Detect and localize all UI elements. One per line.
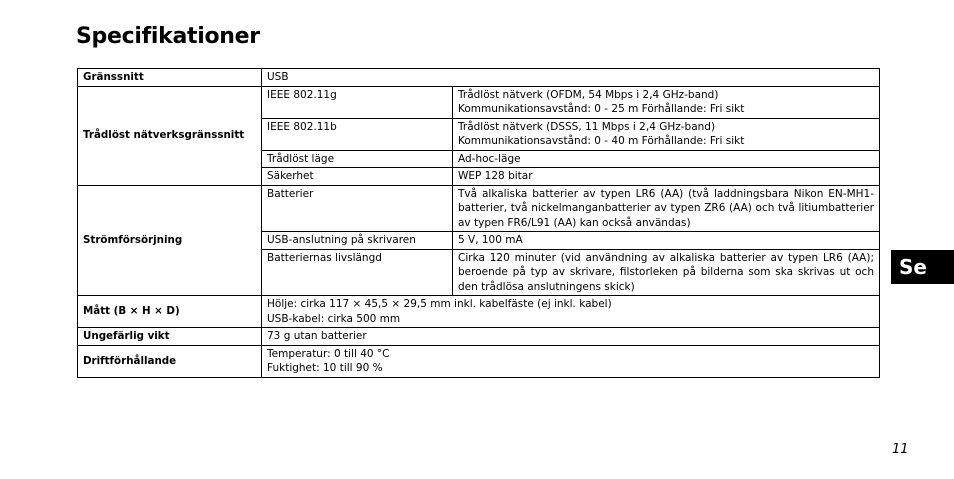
wireless-b-name: IEEE 802.11b bbox=[262, 118, 453, 150]
table-row bbox=[78, 328, 880, 346]
wireless-security-value: WEP 128 bitar bbox=[453, 168, 880, 186]
table-row bbox=[78, 345, 880, 377]
dimensions-line1: Hölje: cirka 117 × 45,5 × 29,5 mm inkl. kabelfäste (ej inkl. kabel) bbox=[267, 298, 612, 310]
operating-line2: Fuktighet: 10 till 90 % bbox=[267, 362, 383, 374]
table-row bbox=[78, 86, 880, 118]
row-label-dimensions: Mått (B × H × D) bbox=[78, 296, 262, 328]
power-usb-name: USB-anslutning på skrivaren bbox=[262, 232, 453, 250]
power-life-value: Cirka 120 minuter (vid användning av alkaliska batterier av typen LR6 (AA); beroende på typ av skrivare, filstorleken på bilderna som ska skrivas ut och den trådlösa anslutningens skick) bbox=[453, 249, 880, 296]
wireless-g-line2: Kommunikationsavstånd: 0 - 25 m Förhållande: Fri sikt bbox=[458, 103, 745, 115]
operating-value bbox=[262, 345, 880, 377]
wireless-g-name: IEEE 802.11g bbox=[262, 86, 453, 118]
operating-line1: Temperatur: 0 till 40 °C bbox=[267, 347, 390, 360]
row-label-weight: Ungefärlig vikt bbox=[78, 328, 262, 346]
row-label-power: Strömförsörjning bbox=[78, 185, 262, 296]
page-number: 11 bbox=[892, 442, 909, 457]
wireless-g-value bbox=[453, 86, 880, 118]
wireless-security-name: Säkerhet bbox=[262, 168, 453, 186]
wireless-b-line1: Trådlöst nätverk (DSSS, 11 Mbps i 2,4 GHz-band) bbox=[458, 120, 716, 133]
specifications-table bbox=[77, 68, 880, 378]
page-title: Specifikationer bbox=[76, 24, 260, 49]
dimensions-line2: USB-kabel: cirka 500 mm bbox=[267, 312, 401, 325]
wireless-g-line1: Trådlöst nätverk (OFDM, 54 Mbps i 2,4 GHz-band) bbox=[458, 88, 719, 101]
table-row bbox=[78, 296, 880, 328]
wireless-mode-value: Ad-hoc-läge bbox=[453, 150, 880, 168]
interface-value: USB bbox=[262, 69, 880, 87]
row-label-interface: Gränssnitt bbox=[78, 69, 262, 87]
language-tab: Se bbox=[891, 250, 954, 284]
weight-value: 73 g utan batterier bbox=[262, 328, 880, 346]
power-usb-value: 5 V, 100 mA bbox=[453, 232, 880, 250]
row-label-wireless: Trådlöst nätverksgränssnitt bbox=[78, 86, 262, 185]
table-row bbox=[78, 185, 880, 232]
dimensions-value bbox=[262, 296, 880, 328]
power-batteries-name: Batterier bbox=[262, 185, 453, 232]
power-life-name: Batteriernas livslängd bbox=[262, 249, 453, 296]
power-batteries-value: Två alkaliska batterier av typen LR6 (AA) (två laddningsbara Nikon EN-MH1-batterier, två nickelmanganbatterier av typen ZR6 (AA) och två litiumbatterier av typen FR6/L91 (AA) kan också användas) bbox=[453, 185, 880, 232]
wireless-b-value bbox=[453, 118, 880, 150]
wireless-mode-name: Trådlöst läge bbox=[262, 150, 453, 168]
table-row bbox=[78, 69, 880, 87]
row-label-operating: Driftförhållande bbox=[78, 345, 262, 377]
wireless-b-line2: Kommunikationsavstånd: 0 - 40 m Förhållande: Fri sikt bbox=[458, 135, 745, 147]
